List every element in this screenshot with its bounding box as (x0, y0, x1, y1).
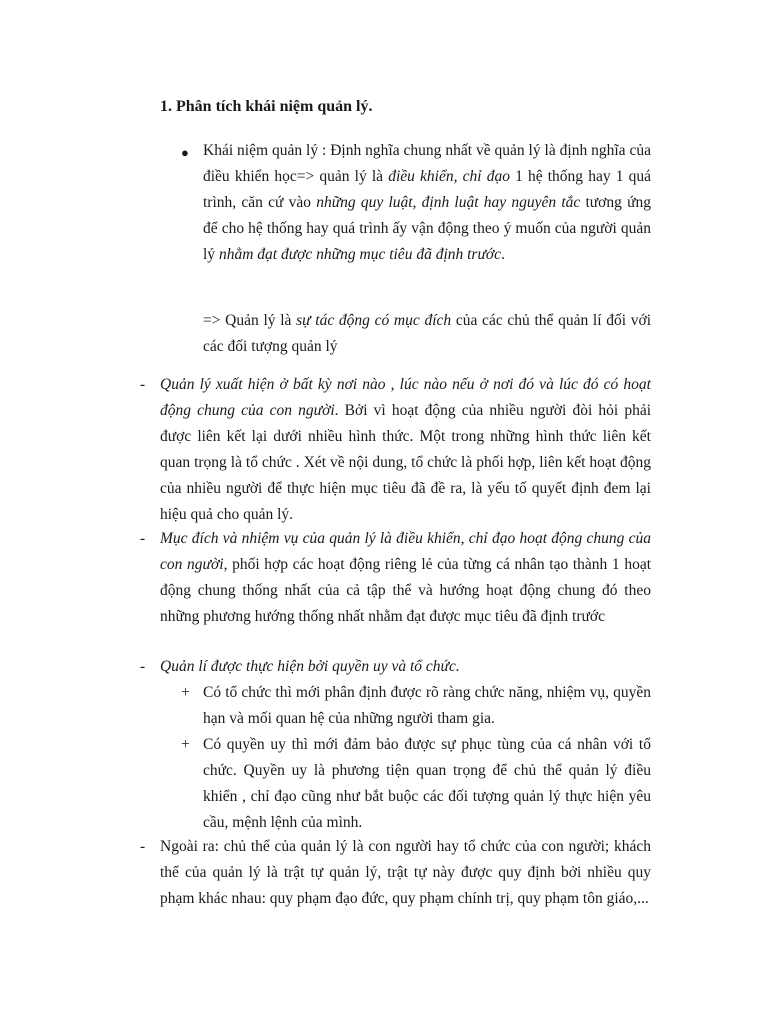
text-run: . Bởi vì hoạt động của nhiều người đòi hỏi phải được liên kết lại dưới nhiều hình thức. Một trong những hình thức liên kết quan trọng là tổ chức . Xét về nội dung, tổ chức là phối hợp, liên kết hoạt động của nhiều người để thực hiện mục tiêu đã đề ra, là yếu tố quyết định đem lại hiệu quả cho quản lý. (160, 402, 652, 523)
list-item-4 (160, 834, 651, 912)
italic-text: những quy luật, định luật hay nguyên tắc (316, 194, 581, 211)
dash-mark: - (140, 530, 146, 547)
italic-text: nhằm đạt được những mục tiêu đã định trước (218, 246, 502, 263)
text-run: , phối hợp các hoạt động riêng lẻ của từng cá nhân tạo thành 1 hoạt động chung thống nhất của cả tập thể và hướng hoạt động chung đó theo những phương hướng thống nhất nhằm đạt được mục tiêu đã định trước (160, 556, 651, 625)
dash-mark: - (140, 838, 146, 855)
dash-mark: - (140, 376, 146, 393)
text-run: tương ứng để cho hệ thống hay quá trình ấy vận động theo ý muốn của người quản lý (203, 194, 651, 263)
text-run: => Quản lý là (203, 312, 297, 329)
list-item-2 (160, 526, 651, 630)
text-run: Khái niệm quản lý : Định nghĩa chung nhất về quản lý là định nghĩa của điều khiển học=> quản lý là (203, 142, 651, 185)
sub-item-2: Có quyền uy thì mới đảm bảo được sự phục tùng của cá nhân với tổ chức. Quyền uy là phương tiện quan trọng để chủ thể quản lý điều khiển , chỉ đạo cũng như bắt buộc các đối tượng quản lý thực hiện yêu cầu, mệnh lệnh của mình. (203, 736, 651, 831)
text-run: của các chủ thể quản lí đối với các đối tượng quản lý (203, 312, 652, 355)
italic-text: Quản lý xuất hiện ở bất kỳ nơi nào , lúc nào nếu ở nơi đó và lúc đó có hoạt động chung của con người (160, 376, 651, 419)
plus-mark: + (181, 736, 190, 753)
text-run: . (501, 246, 505, 263)
list-item-1 (160, 372, 651, 528)
conclusion-paragraph (203, 308, 651, 360)
italic-text: Mục đích và nhiệm vụ của quản lý là điều khiển, chỉ đạo hoạt động chung của con người (160, 530, 651, 573)
italic-text: Quản lí được thực hiện bởi quyền uy và tổ chức. (160, 658, 460, 675)
plus-mark: + (181, 684, 190, 701)
italic-text: điều khiển, chỉ đạo (388, 168, 510, 185)
text-run: 1 hệ thống hay 1 quá trình, căn cứ vào (203, 168, 651, 211)
list-item-3 (160, 654, 651, 680)
dash-mark: - (140, 658, 146, 675)
text-run: Ngoài ra: chủ thể của quản lý là con người hay tổ chức của con người; khách thể của quản lý là trật tự quản lý, trật tự này được quy định bởi nhiều quy phạm khác nhau: quy phạm đạo đức, quy phạm chính trị, quy phạm tôn giáo,... (160, 838, 651, 907)
italic-text: sự tác động có mục đích (296, 312, 452, 329)
sub-item-1: Có tổ chức thì mới phân định được rõ ràng chức năng, nhiệm vụ, quyền hạn và mối quan hệ của những người tham gia. (203, 684, 651, 727)
definition-paragraph (203, 138, 651, 268)
bullet-mark: ● (181, 145, 189, 160)
section-heading: 1. Phân tích khái niệm quản lý. (160, 98, 373, 115)
